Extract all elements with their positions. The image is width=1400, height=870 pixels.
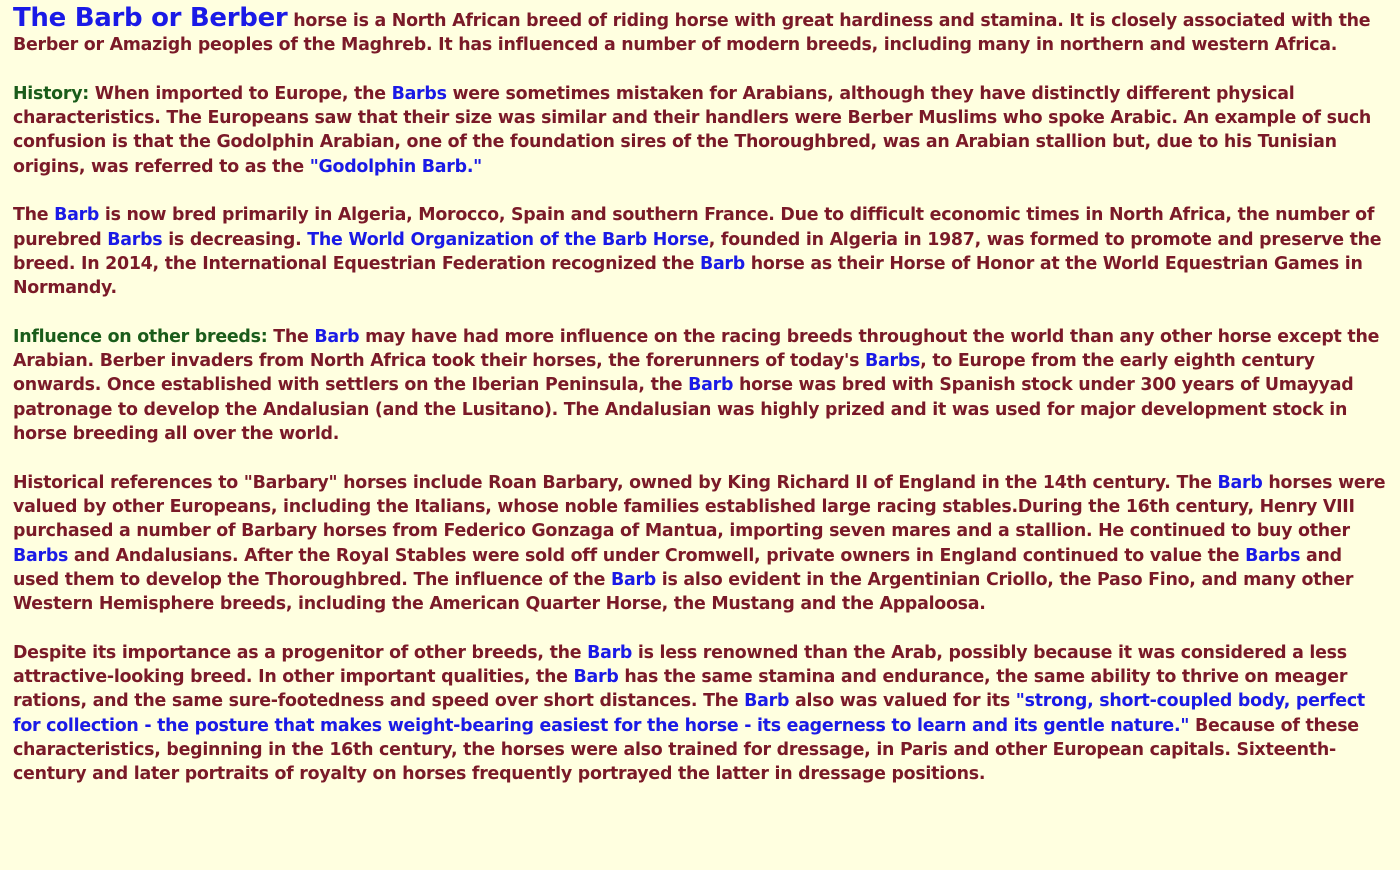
- barb-highlight: Barb: [688, 375, 734, 396]
- barb-highlight: Barbs: [865, 351, 921, 372]
- breeding-text: , founded in Algeria in 1987, was formed to promote and preserve the breed. In 2014, the International Equestrian Federation recognized the: [13, 229, 1382, 274]
- breeding-paragraph: [13, 203, 1392, 300]
- breeding-text: is now bred primarily in Algeria, Morocco, Spain and southern France. Due to difficult economic times in North Africa, the number of purebred: [13, 205, 1375, 250]
- importance-paragraph: [13, 641, 1392, 787]
- organization-highlight: The World Organization of the Barb Horse: [307, 229, 709, 250]
- influence-text: , to Europe from the early eighth century onwards. Once established with settlers on the Iberian Peninsula, the: [13, 351, 1315, 396]
- barb-highlight: Barb: [744, 691, 790, 712]
- barb-highlight: Barbs: [13, 545, 69, 566]
- quote-highlight: "strong, short-coupled body, perfect for collection - the posture that makes weight-bearing easiest for the horse - its eagerness to learn and its gentle nature.": [13, 691, 1365, 736]
- godolphin-barb-highlight: "Godolphin Barb.": [309, 156, 482, 177]
- barb-highlight: Barbs: [1245, 545, 1301, 566]
- page-title: The Barb or Berber: [13, 3, 288, 33]
- importance-text: has the same stamina and endurance, the same ability to thrive on meager rations, and the same sure-footedness and speed over short distances. The: [13, 667, 1348, 712]
- references-text: and used them to develop the Thoroughbred. The influence of the: [13, 545, 1342, 590]
- barb-highlight: Barb: [587, 642, 633, 663]
- barb-highlight: Barb: [699, 253, 745, 274]
- history-heading: History:: [13, 83, 89, 104]
- history-paragraph: [13, 82, 1392, 179]
- influence-paragraph: [13, 325, 1392, 446]
- influence-text: The: [267, 326, 315, 347]
- barb-highlight: Barb: [573, 667, 619, 688]
- barb-highlight: Barb: [54, 205, 100, 226]
- history-text: were sometimes mistaken for Arabians, although they have distinctly different physical characteristics. The Europeans saw that their size was similar and their handlers were Berber Muslims who spoke Arabic. An example of such confusion is that the Godolphin Arabian, one of the foundation sires of the Thoroughbred, was an Arabian stallion but, due to his Tunisian origins, was referred to as the: [13, 83, 1372, 177]
- barb-highlight: Barbs: [391, 83, 447, 104]
- history-text: When imported to Europe, the: [89, 83, 392, 104]
- references-paragraph: [13, 471, 1392, 617]
- references-text: and Andalusians. After the Royal Stables were sold off under Cromwell, private owners in England continued to value the: [68, 545, 1246, 566]
- importance-text: Because of these characteristics, beginning in the 16th century, the horses were also trained for dressage, in Paris and other European capitals. Sixteenth-century and later portraits of royalty on horses frequently portrayed the latter in dressage positions.: [13, 715, 1359, 785]
- importance-text: also was valued for its: [789, 691, 1016, 712]
- intro-text: horse is a North African breed of riding horse with great hardiness and stamina. It is closely associated with the Berber or Amazigh peoples of the Maghreb. It has influenced a number of modern breeds, including many in northern and western Africa.: [13, 11, 1371, 56]
- breeding-text: is decreasing.: [162, 229, 308, 250]
- importance-text: Despite its importance as a progenitor of other breeds, the: [13, 642, 588, 663]
- references-text: horses were valued by other Europeans, including the Italians, whose noble families established large racing stables.During the 16th century, Henry VIII purchased a number of Barbary horses from Federico Gonzaga of Mantua, importing seven mares and a stallion. He continued to buy other: [13, 472, 1386, 542]
- influence-text: horse was bred with Spanish stock under 300 years of Umayyad patronage to develop the Andalusian (and the Lusitano). The Andalusian was highly prized and it was used for major development stock in horse breeding all over the world.: [13, 375, 1354, 445]
- influence-text: may have had more influence on the racing breeds throughout the world than any other horse except the Arabian. Berber invaders from North Africa took their horses, the forerunners of today's: [13, 326, 1380, 372]
- breeding-text: horse as their Horse of Honor at the World Equestrian Games in Normandy.: [13, 253, 1363, 299]
- barb-highlight: Barb: [1217, 472, 1263, 493]
- barb-highlight: Barb: [314, 326, 360, 347]
- references-text: Historical references to "Barbary" horses include Roan Barbary, owned by King Richard II of England in the 14th century. The: [13, 472, 1218, 493]
- references-text: is also evident in the Argentinian Criollo, the Paso Fino, and many other Western Hemisphere breeds, including the American Quarter Horse, the Mustang and the Appaloosa.: [13, 569, 1354, 615]
- intro-paragraph: [13, 3, 1392, 58]
- barb-highlight: Barbs: [107, 229, 163, 250]
- importance-text: is less renowned than the Arab, possibly because it was considered a less attractive-looking breed. In other important qualities, the: [13, 642, 1347, 688]
- influence-heading: Influence on other breeds:: [13, 326, 268, 347]
- barb-highlight: Barb: [610, 569, 656, 590]
- breeding-text: The: [13, 205, 55, 226]
